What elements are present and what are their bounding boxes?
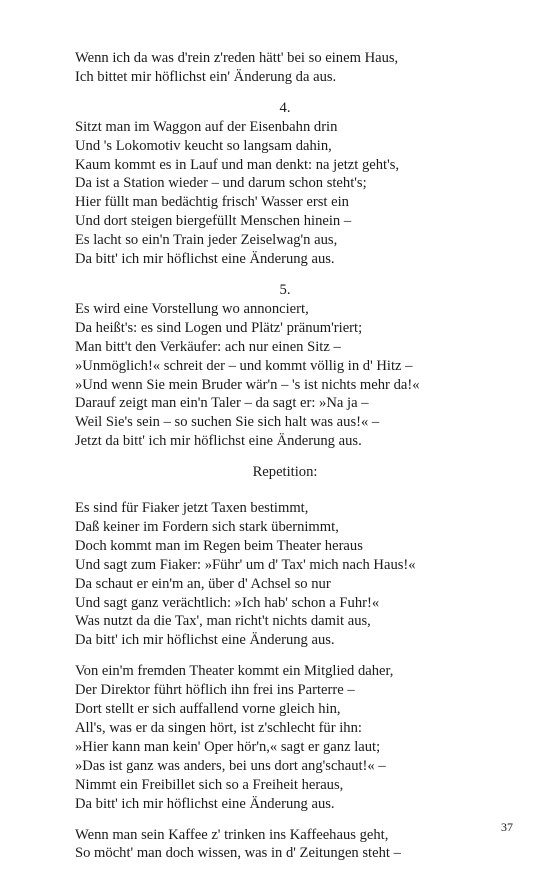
verse-line: Hier füllt man bedächtig frisch' Wasser erst ein (75, 194, 349, 211)
verse-line: Doch kommt man im Regen beim Theater heraus (75, 537, 363, 554)
section-heading: Repetition: (252, 464, 318, 481)
verse-line: Da schaut er ein'm an, über d' Achsel so nur (75, 575, 331, 592)
verse-line: Wenn ich da was d'rein z'reden hätt' bei so einem Haus, (75, 50, 399, 66)
verse-line: »Hier kann man kein' Oper hör'n,« sagt er ganz laut; (75, 738, 381, 755)
verse-line: Dort stellt er sich auffallend vorne gleich hin, (75, 701, 341, 718)
stanza (75, 281, 495, 451)
verse-line: Weil Sie's sein – so suchen Sie sich halt was aus!« – (75, 414, 380, 431)
stanza (75, 49, 495, 87)
verse-line: Da bitt' ich mir höflichst eine Änderung aus. (75, 795, 335, 812)
verse-line: Da bitt' ich mir höflichst eine Änderung aus. (75, 632, 335, 649)
verse-line: »Unmöglich!« schreit der – und kommt völlig in d' Hitz – (75, 357, 413, 374)
stanza-number: 4. (279, 99, 291, 116)
verse-line: So möcht' man doch wissen, was in d' Zeitungen steht – (75, 845, 401, 862)
verse-line: Und sagt ganz verächtlich: »Ich hab' schon a Fuhr!« (75, 594, 380, 611)
stanza (75, 826, 495, 864)
stanza (75, 463, 495, 650)
page-number: 37 (501, 820, 513, 834)
verse-line: Da bitt' ich mir höflichst eine Änderung aus. (75, 251, 335, 268)
verse-line: Und 's Lokomotiv keucht so langsam dahin, (75, 137, 332, 154)
verse-line: All's, was er da singen hört, ist z'schlecht für ihn: (75, 720, 362, 736)
verse-line: Daß keiner im Fordern sich stark übernimmt, (75, 518, 339, 535)
verse-line: Da ist a Station wieder – und darum schon steht's; (75, 175, 367, 192)
verse-line: Jetzt da bitt' ich mir höflichst eine Änderung aus. (75, 433, 362, 450)
verse-line: Es wird eine Vorstellung wo annonciert, (75, 300, 309, 317)
verse-line: Und sagt zum Fiaker: »Führ' um d' Tax' mich nach Haus!« (75, 556, 416, 573)
verse-line: Es sind für Fiaker jetzt Taxen bestimmt, (75, 500, 309, 517)
stanza (75, 99, 495, 269)
verse-line: Kaum kommt es in Lauf und man denkt: na jetzt geht's, (75, 156, 400, 173)
verse-line: »Das ist ganz was anders, bei uns dort ang'schaut!« – (75, 757, 386, 774)
stanza-number: 5. (279, 281, 291, 298)
verse-line: Man bitt't den Verkäufer: ach nur einen Sitz – (75, 338, 341, 355)
verse-line: Ich bittet mir höflichst ein' Änderung da aus. (75, 68, 337, 85)
verse-line: Von ein'm fremden Theater kommt ein Mitglied daher, (75, 663, 394, 680)
verse-line: Und dort steigen biergefüllt Menschen hinein – (75, 213, 352, 230)
verse-line: Wenn man sein Kaffee z' trinken ins Kaffeehaus geht, (75, 826, 389, 843)
verse-line: Was nutzt da die Tax', man richt't nichts damit aus, (75, 613, 371, 630)
stanza (75, 662, 495, 813)
verse-line: Nimmt ein Freibillet sich so a Freiheit heraus, (75, 776, 344, 793)
poem-text (75, 49, 495, 863)
verse-line: Sitzt man im Waggon auf der Eisenbahn drin (75, 118, 338, 135)
verse-line: Darauf zeigt man ein'n Taler – da sagt er: »Na ja – (75, 395, 369, 412)
verse-line: Da heißt's: es sind Logen und Plätz' pränum'riert; (75, 319, 363, 336)
verse-line: »Und wenn Sie mein Bruder wär'n – 's ist nichts mehr da!« (75, 376, 420, 393)
verse-line: Es lacht so ein'n Train jeder Zeiselwag'n aus, (75, 232, 338, 249)
verse-line: Der Direktor führt höflich ihn frei ins Parterre – (75, 682, 355, 699)
